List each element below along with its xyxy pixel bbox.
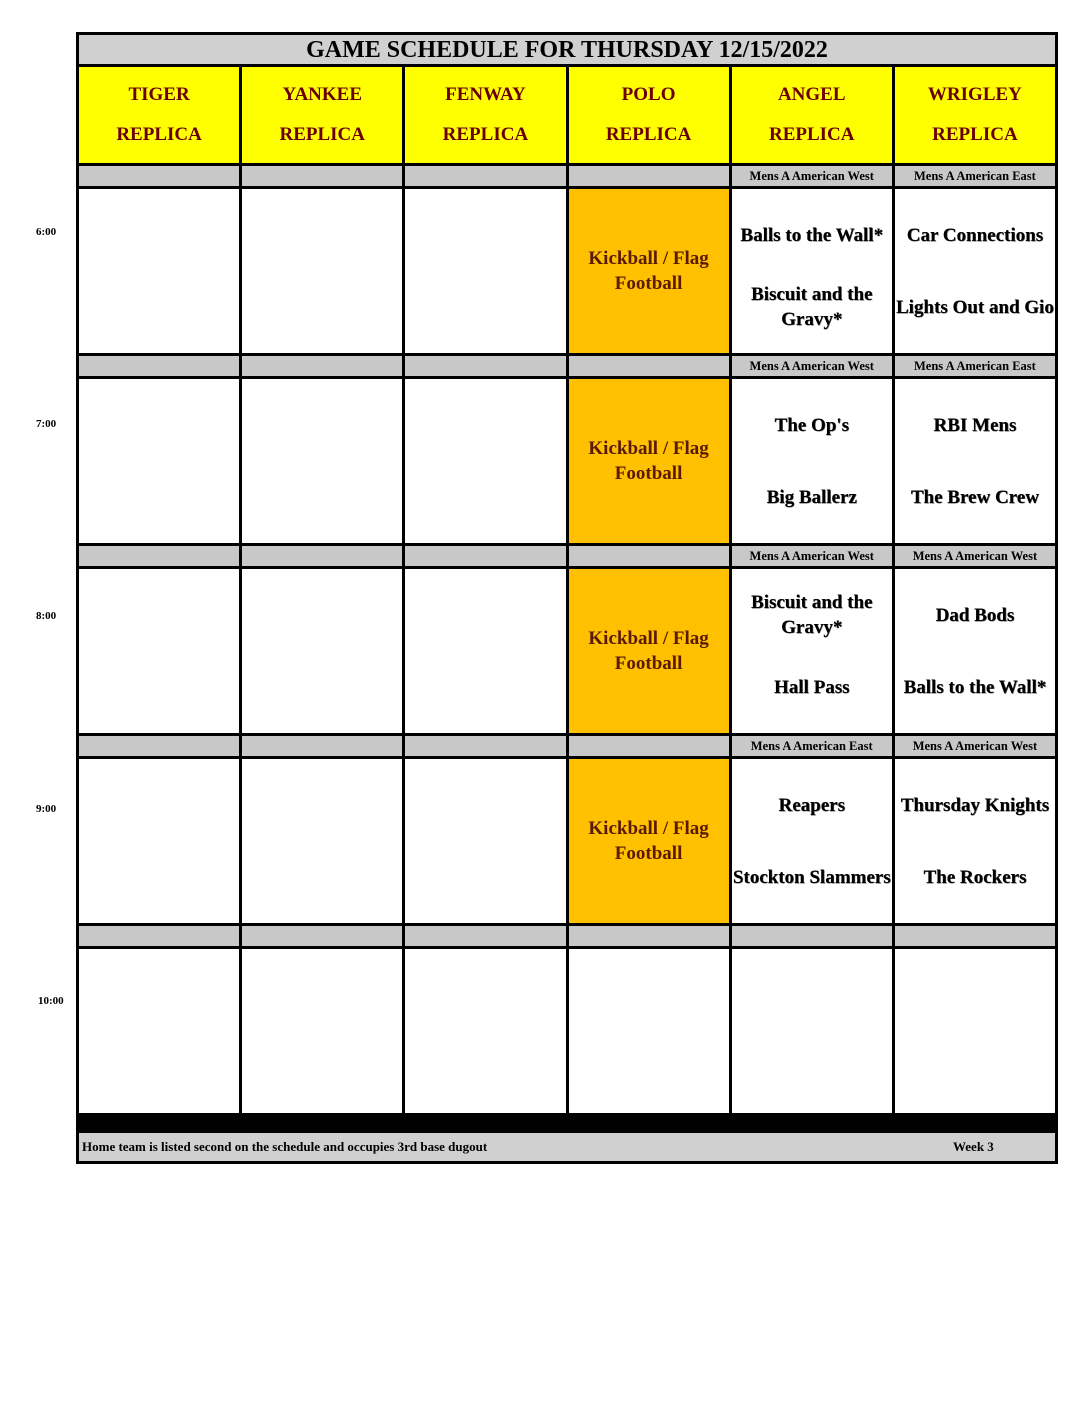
division-label-angel: Mens A American West — [732, 166, 892, 186]
field-name: POLO — [621, 84, 676, 106]
empty-slot — [895, 949, 1055, 1113]
week-label: Week 3 — [953, 1139, 994, 1154]
schedule-table — [76, 32, 1058, 1164]
field-name: YANKEE — [282, 84, 363, 106]
division-bar — [79, 356, 239, 376]
home-team: Stockton Slammers — [732, 866, 891, 888]
division-bar — [569, 926, 729, 946]
field-sub: REPLICA — [442, 123, 529, 145]
time-label: 10:00 — [38, 995, 64, 1007]
division-bar — [895, 926, 1055, 946]
division-label-wrigley: Mens A American East — [895, 166, 1055, 186]
division-label-angel: Mens A American East — [732, 736, 892, 756]
empty-slot — [79, 189, 239, 353]
game-slot-wrigley — [895, 189, 1055, 353]
schedule-title: GAME SCHEDULE FOR THURSDAY 12/15/2022 — [79, 35, 1055, 67]
division-bar — [242, 926, 402, 946]
away-team: Thursday Knights — [900, 794, 1050, 816]
field-sub: REPLICA — [768, 123, 855, 145]
empty-slot — [405, 569, 565, 733]
empty-slot — [405, 189, 565, 353]
empty-slot — [242, 379, 402, 543]
game-slot-angel — [732, 569, 892, 733]
division-label-wrigley: Mens A American West — [895, 546, 1055, 566]
field-sub: REPLICA — [116, 123, 202, 145]
empty-slot — [79, 569, 239, 733]
away-team: Biscuit and the Gravy* — [751, 592, 873, 638]
division-bar — [569, 736, 729, 756]
empty-slot — [405, 759, 565, 923]
field-name: TIGER — [128, 84, 190, 106]
game-slot-wrigley — [895, 569, 1055, 733]
away-team: The Op's — [774, 414, 849, 436]
schedule-grid — [79, 67, 1055, 1113]
schedule-footer — [79, 1130, 1055, 1161]
game-slot-angel — [732, 759, 892, 923]
time-label: 6:00 — [36, 226, 57, 238]
away-team: Dad Bods — [935, 604, 1015, 626]
field-name: WRIGLEY — [927, 84, 1022, 106]
division-bar — [405, 356, 565, 376]
empty-slot — [242, 189, 402, 353]
division-bar — [79, 166, 239, 186]
time-label: 8:00 — [36, 610, 57, 622]
home-team: Big Ballerz — [766, 486, 857, 508]
division-label-wrigley: Mens A American East — [895, 356, 1055, 376]
field-name: FENWAY — [445, 84, 526, 106]
division-bar — [242, 546, 402, 566]
game-slot-wrigley — [895, 759, 1055, 923]
division-bar — [79, 736, 239, 756]
field-header-angel — [732, 67, 892, 163]
field-header-polo — [569, 67, 729, 163]
field-header-tiger — [79, 67, 239, 163]
empty-slot — [405, 949, 565, 1113]
time-label: 7:00 — [36, 418, 57, 430]
game-slot-angel — [732, 379, 892, 543]
field-sub: REPLICA — [932, 123, 1018, 145]
kickball-slot: Kickball / Flag Football — [569, 189, 729, 353]
field-sub: REPLICA — [605, 123, 692, 145]
kickball-slot: Kickball / Flag Football — [569, 569, 729, 733]
division-bar — [569, 166, 729, 186]
division-bar — [405, 926, 565, 946]
division-bar — [242, 356, 402, 376]
division-label-angel: Mens A American West — [732, 546, 892, 566]
away-team: Balls to the Wall* — [740, 224, 884, 246]
field-header-fenway — [405, 67, 565, 163]
empty-slot — [79, 379, 239, 543]
kickball-slot: Kickball / Flag Football — [569, 379, 729, 543]
away-team: Reapers — [778, 794, 845, 816]
game-slot-wrigley — [895, 379, 1055, 543]
kickball-slot: Kickball / Flag Football — [569, 759, 729, 923]
empty-slot — [732, 949, 892, 1113]
field-header-wrigley — [895, 67, 1055, 163]
division-bar — [405, 736, 565, 756]
empty-slot — [79, 949, 239, 1113]
home-team: The Rockers — [923, 866, 1027, 888]
division-bar — [79, 926, 239, 946]
empty-slot — [242, 759, 402, 923]
field-sub: REPLICA — [279, 123, 365, 145]
division-label-wrigley: Mens A American West — [895, 736, 1055, 756]
empty-slot — [242, 949, 402, 1113]
division-bar — [569, 356, 729, 376]
time-label: 9:00 — [36, 803, 57, 815]
empty-slot — [569, 949, 729, 1113]
game-slot-angel — [732, 189, 892, 353]
empty-slot — [242, 569, 402, 733]
home-team: Hall Pass — [774, 676, 850, 698]
field-header-yankee — [242, 67, 402, 163]
division-bar — [405, 546, 565, 566]
away-team: Car Connections — [906, 224, 1044, 246]
division-bar — [242, 166, 402, 186]
home-team: The Brew Crew — [910, 486, 1039, 508]
division-bar — [405, 166, 565, 186]
footer-note: Home team is listed second on the schedule and occupies 3rd base dugout — [82, 1139, 488, 1154]
division-bar — [242, 736, 402, 756]
home-team: Biscuit and the Gravy* — [751, 284, 873, 330]
away-team: RBI Mens — [933, 414, 1017, 436]
division-bar — [569, 546, 729, 566]
empty-slot — [405, 379, 565, 543]
home-team: Lights Out and Gio — [895, 296, 1054, 318]
empty-slot — [79, 759, 239, 923]
field-name: ANGEL — [777, 84, 846, 106]
division-bar — [732, 926, 892, 946]
division-label-angel: Mens A American West — [732, 356, 892, 376]
division-bar — [79, 546, 239, 566]
home-team: Balls to the Wall* — [903, 676, 1047, 698]
